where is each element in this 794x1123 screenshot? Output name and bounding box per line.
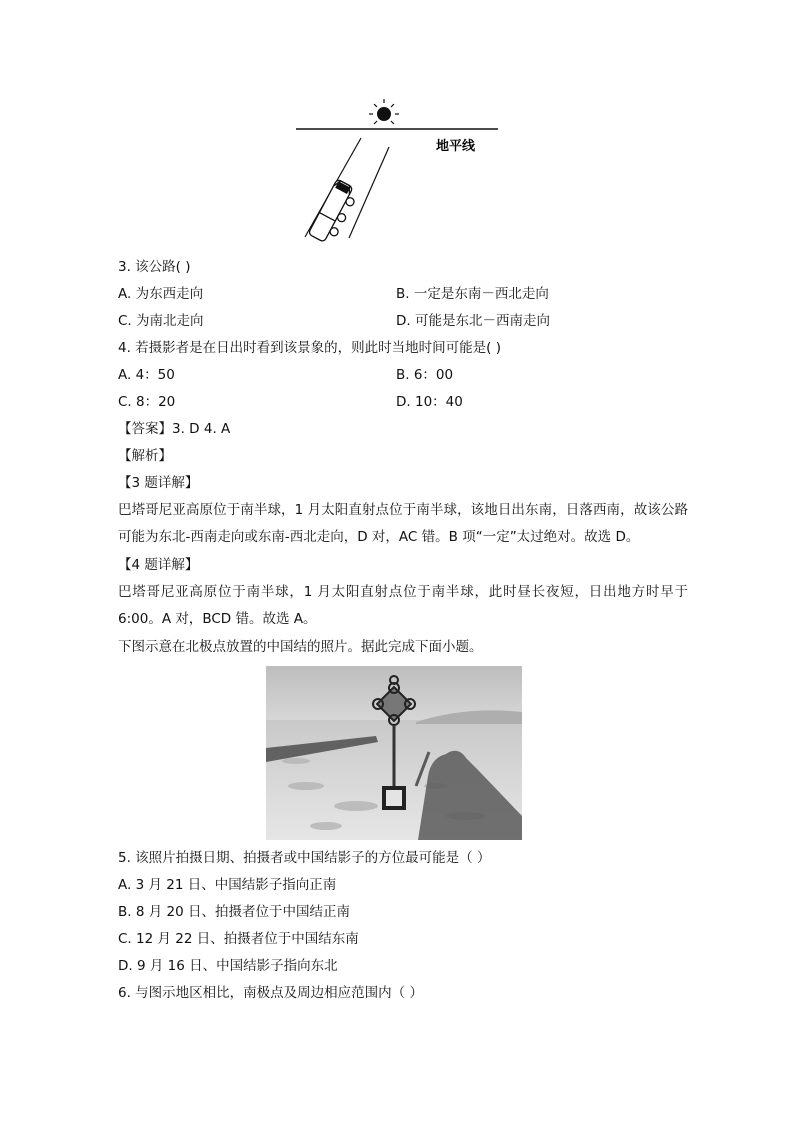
q6-stem: 6. 与图示地区相比，南极点及周边相应范围内（ ）: [118, 985, 423, 1001]
q5-option-d: D. 9 月 16 日、中国结影子指向东北: [118, 958, 338, 974]
q4-option-b: B. 6：00: [396, 367, 454, 383]
sun-icon: [369, 99, 399, 124]
q4-option-d: D. 10：40: [396, 394, 463, 410]
north-pole-photo: [266, 666, 522, 840]
q4-option-c: C. 8：20: [118, 394, 176, 410]
q3-option-d: D. 可能是东北－西南走向: [396, 313, 550, 329]
detail3-heading: 【3 题详解】: [118, 475, 199, 491]
intro-text: 下图示意在北极点放置的中国结的照片。据此完成下面小题。: [118, 639, 483, 655]
q3-stem: 3. 该公路( ): [118, 259, 191, 275]
detail4-body: 巴塔哥尼亚高原位于南半球，1 月太阳直射点位于南半球，此时昼长夜短，日出地方时早于 6:00。A 对，BCD 错。故选 A。: [118, 584, 688, 627]
answer-line: 【答案】3. D 4. A: [118, 421, 231, 437]
q5-stem: 5. 该照片拍摄日期、拍摄者或中国结影子的方位最可能是（ ）: [118, 850, 491, 866]
analysis-label: 【解析】: [118, 448, 172, 464]
q5-option-b: B. 8 月 20 日、拍摄者位于中国结正南: [118, 904, 350, 920]
q3-option-c: C. 为南北走向: [118, 313, 204, 329]
q4-stem: 4. 若摄影者是在日出时看到该景象的，则此时当地时间可能是( ): [118, 340, 501, 356]
q3-option-b: B. 一定是东南－西北走向: [396, 286, 549, 302]
detail3-body: 巴塔哥尼亚高原位于南半球，1 月太阳直射点位于南半球，该地日出东南，日落西南，故该公路可能为东北-西南走向或东南-西北走向，D 对，AC 错。B 项“一定”太过绝对。故选 D。: [118, 502, 688, 545]
q4-option-a: A. 4：50: [118, 367, 175, 383]
road-horizon-figure: [290, 95, 505, 245]
q3-option-a: A. 为东西走向: [118, 286, 204, 302]
detail4-heading: 【4 题详解】: [118, 557, 199, 573]
q5-option-a: A. 3 月 21 日、中国结影子指向正南: [118, 877, 337, 893]
q5-option-c: C. 12 月 22 日、拍摄者位于中国结东南: [118, 931, 359, 947]
horizon-label: 地平线: [436, 139, 476, 154]
car-icon: [308, 179, 360, 245]
